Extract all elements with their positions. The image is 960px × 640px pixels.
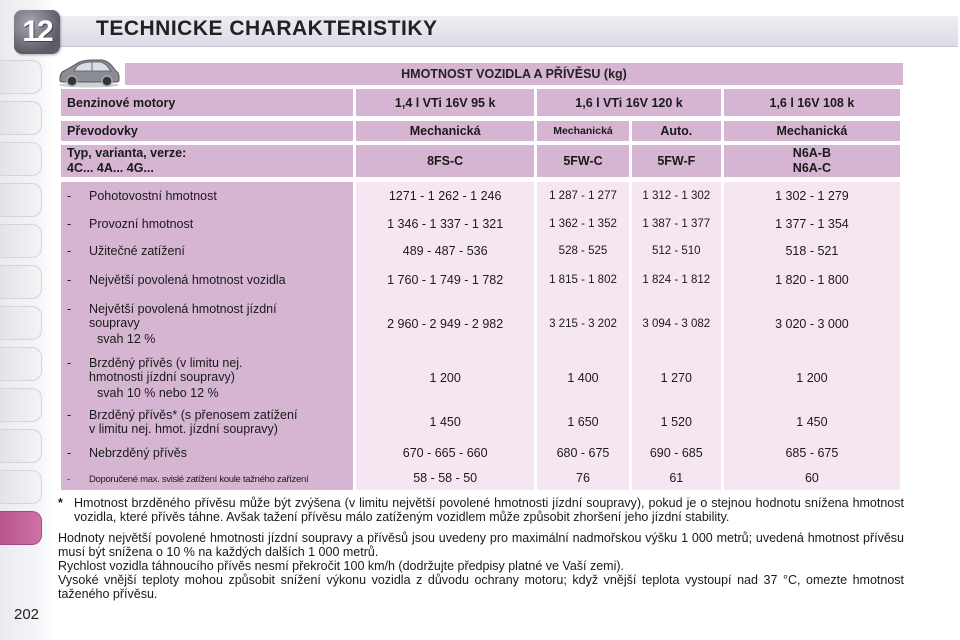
row-value: 528 - 525 bbox=[537, 237, 629, 264]
chapter-tab-strip bbox=[0, 0, 52, 640]
row-value: 1 200 bbox=[724, 352, 900, 404]
row-value: 680 - 675 bbox=[537, 440, 629, 466]
note-paragraph: Hodnoty největší povolené hmotnosti jízdní soupravy a přívěsů jsou uvedeny pro maximální nadmořskou výšku 1 000 metrů; uvedená hmotnost přívěsu musí být snížena o 10 % na každých dalších 1 000 metrů. bbox=[58, 531, 904, 559]
row-value: 3 020 - 3 000 bbox=[724, 296, 900, 352]
note-paragraph: Vysoké vnější teploty mohou způsobit snížení výkonu vozidla z důvodu ochrany motoru; když vnější teplota vystoupí nad 37 °C, omezte hmotnost taženého přívěsu. bbox=[58, 573, 904, 601]
row-value: 512 - 510 bbox=[632, 237, 721, 264]
row-value: 1 824 - 1 812 bbox=[632, 264, 721, 296]
footnote-text: Hmotnost brzděného přívěsu může být zvýšena (v limitu největší povolené hmotnosti jízdní soupravy), pokud je o stejnou hodnotu snížena hmotnost vozidla, které přívěs táhne. Avšak tažení přívěsu málo zatíženým vozidlem může způsobit zhoršení jeho jízdní stability. bbox=[74, 496, 904, 524]
gearbox-header-row bbox=[61, 121, 900, 141]
row-value: 1 302 - 1 279 bbox=[724, 182, 900, 210]
chapter-number: 12 bbox=[22, 15, 52, 48]
engine-header-label: Benzinové motory bbox=[61, 89, 353, 116]
table-row bbox=[61, 182, 900, 210]
row-value: 1 820 - 1 800 bbox=[724, 264, 900, 296]
note-paragraph: Rychlost vozidla táhnoucího přívěs nesmí překročit 100 km/h (dodržujte předpisy platné ve Vaší zemi). bbox=[58, 559, 625, 573]
chapter-tab[interactable] bbox=[0, 101, 42, 135]
row-value: 3 094 - 3 082 bbox=[632, 296, 721, 352]
table-row bbox=[61, 237, 900, 264]
page-title: TECHNICKE CHARAKTERISTIKY bbox=[96, 17, 438, 40]
row-value: 518 - 521 bbox=[724, 237, 900, 264]
row-value: 489 - 487 - 536 bbox=[356, 237, 534, 264]
row-value: 76 bbox=[537, 466, 629, 490]
chapter-tab[interactable] bbox=[0, 388, 42, 422]
type-label-line1: Typ, varianta, verze: bbox=[67, 146, 187, 160]
notes-section bbox=[58, 496, 904, 601]
row-value: 60 bbox=[724, 466, 900, 490]
row-label: - Užitečné zatížení bbox=[61, 237, 353, 264]
row-value: 1 346 - 1 337 - 1 321 bbox=[356, 210, 534, 237]
section-title: HMOTNOST VOZIDLA A PŘÍVĚSU (kg) bbox=[125, 63, 903, 85]
row-value: 1 815 - 1 802 bbox=[537, 264, 629, 296]
type-col bbox=[724, 145, 900, 177]
chapter-badge bbox=[14, 10, 60, 54]
type-col: 8FS-C bbox=[356, 145, 534, 177]
type-col-line2: N6A-C bbox=[792, 161, 831, 175]
car-icon bbox=[56, 56, 122, 88]
row-label: - Brzděný přívěs* (s přenosem zatížení v limitu nej. hmot. jízdní soupravy) bbox=[61, 404, 353, 440]
row-value: 1 520 bbox=[632, 404, 721, 440]
gearbox-col: Auto. bbox=[632, 121, 721, 141]
row-value: 1 400 bbox=[537, 352, 629, 404]
row-label: - Doporučené max. svislé zatížení koule tažného zařízení bbox=[61, 466, 353, 490]
chapter-tab[interactable] bbox=[0, 306, 42, 340]
row-label: - Provozní hmotnost bbox=[61, 210, 353, 237]
row-value: 1 450 bbox=[724, 404, 900, 440]
row-value: 690 - 685 bbox=[632, 440, 721, 466]
row-label: - Brzděný přívěs (v limitu nej. hmotnosti jízdní soupravy) svah 10 % nebo 12 % bbox=[61, 352, 353, 404]
chapter-tab[interactable] bbox=[0, 142, 42, 176]
page-number: 202 bbox=[14, 606, 40, 623]
row-label: - Nebrzděný přívěs bbox=[61, 440, 353, 466]
engine-col: 1,6 l VTi 16V 120 k bbox=[537, 89, 721, 116]
chapter-tab[interactable] bbox=[0, 429, 42, 463]
weights-table bbox=[58, 89, 903, 490]
chapter-tab[interactable] bbox=[0, 265, 42, 299]
row-value: 1 650 bbox=[537, 404, 629, 440]
table-row bbox=[61, 296, 900, 352]
type-col-line1: N6A-B bbox=[792, 146, 831, 160]
footnote-mark: * bbox=[58, 496, 63, 510]
row-label: - Největší povolená hmotnost jízdní soupravy svah 12 % bbox=[61, 296, 353, 352]
table-row bbox=[61, 404, 900, 440]
row-value: 1 200 bbox=[356, 352, 534, 404]
row-value: 1 312 - 1 302 bbox=[632, 182, 721, 210]
engine-col: 1,4 l VTi 16V 95 k bbox=[356, 89, 534, 116]
row-value: 670 - 665 - 660 bbox=[356, 440, 534, 466]
chapter-tab-active[interactable] bbox=[0, 511, 42, 545]
engine-header-row bbox=[61, 89, 900, 116]
row-value: 1 362 - 1 352 bbox=[537, 210, 629, 237]
table-row bbox=[61, 352, 900, 404]
notes-paragraphs bbox=[58, 531, 904, 601]
gearbox-col: Mechanická bbox=[356, 121, 534, 141]
table-row bbox=[61, 466, 900, 490]
row-label: - Největší povolená hmotnost vozidla bbox=[61, 264, 353, 296]
type-header-label bbox=[61, 145, 353, 177]
footnote bbox=[58, 496, 904, 524]
type-col: 5FW-C bbox=[537, 145, 629, 177]
row-value: 3 215 - 3 202 bbox=[537, 296, 629, 352]
chapter-tab[interactable] bbox=[0, 224, 42, 258]
row-value: 58 - 58 - 50 bbox=[356, 466, 534, 490]
row-value: 2 960 - 2 949 - 2 982 bbox=[356, 296, 534, 352]
gearbox-col: Mechanická bbox=[537, 121, 629, 141]
row-value: 1 270 bbox=[632, 352, 721, 404]
engine-col: 1,6 l 16V 108 k bbox=[724, 89, 900, 116]
chapter-tab[interactable] bbox=[0, 347, 42, 381]
table-row bbox=[61, 264, 900, 296]
type-label-line2: 4C... 4A... 4G... bbox=[67, 161, 154, 175]
chapter-tab[interactable] bbox=[0, 183, 42, 217]
row-value: 1 760 - 1 749 - 1 782 bbox=[356, 264, 534, 296]
row-value: 1 387 - 1 377 bbox=[632, 210, 721, 237]
gearbox-header-label: Převodovky bbox=[61, 121, 353, 141]
table-row bbox=[61, 440, 900, 466]
chapter-tab[interactable] bbox=[0, 470, 42, 504]
row-value: 61 bbox=[632, 466, 721, 490]
table-row bbox=[61, 210, 900, 237]
chapter-tab[interactable] bbox=[0, 60, 42, 94]
type-col: 5FW-F bbox=[632, 145, 721, 177]
gearbox-col: Mechanická bbox=[724, 121, 900, 141]
type-header-row bbox=[61, 145, 900, 177]
row-value: 1 450 bbox=[356, 404, 534, 440]
row-value: 685 - 675 bbox=[724, 440, 900, 466]
row-value: 1 377 - 1 354 bbox=[724, 210, 900, 237]
row-value: 1 287 - 1 277 bbox=[537, 182, 629, 210]
row-value: 1271 - 1 262 - 1 246 bbox=[356, 182, 534, 210]
row-label: - Pohotovostní hmotnost bbox=[61, 182, 353, 210]
